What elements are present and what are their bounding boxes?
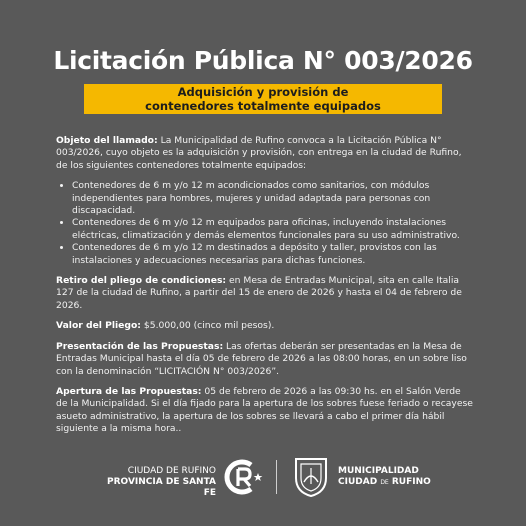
- city-name: CIUDAD DE RUFINO: [127, 466, 216, 476]
- municipality-title: MUNICIPALIDAD: [338, 466, 419, 476]
- city-word: CIUDAD: [338, 477, 381, 487]
- notice-body: [56, 135, 474, 444]
- city-caption: [96, 466, 216, 499]
- section-apertura-label: Apertura de las Propuestas:: [56, 385, 202, 397]
- section-presentacion-text: Las ofertas deberán ser presentadas en la Mesa de Entradas Municipal hasta el día 05 de febrero de 2026 a las 08:00 horas, en un sobre liso con la denominación “LICITACIÓN N° 003/2026”.: [56, 340, 467, 377]
- municipality-city: [338, 477, 448, 488]
- section-presentacion-label: Presentación de las Propuestas:: [56, 340, 224, 352]
- section-valor-text: $5.000,00 (cinco mil pesos).: [140, 320, 275, 332]
- container-list: [56, 180, 474, 267]
- section-retiro-label: Retiro del pliego de condiciones:: [56, 275, 227, 287]
- footer-divider: [276, 460, 277, 494]
- section-apertura: [56, 386, 474, 436]
- section-objeto: [56, 135, 474, 172]
- banner-line-2: contenedores totalmente equipados: [145, 99, 381, 113]
- page-title: Licitación Pública N° 003/2026: [53, 46, 473, 75]
- section-objeto-text: La Municipalidad de Rufino convoca a la Licitación Pública N° 003/2026, cuyo objeto es la adquisición y provisión, con entrega en la ciudad de Rufino, de los siguientes contenedores totalmente equipados:: [56, 135, 462, 171]
- section-retiro-text: en Mesa de Entradas Municipal, sita en calle Italia 127 de la ciudad de Rufino, a partir del 15 de enero de 2026 y hasta el 04 de febrero de 2026.: [56, 275, 462, 311]
- de-word: DE: [380, 479, 389, 486]
- footer: [0, 452, 526, 502]
- municipal-seal-icon: [292, 456, 330, 498]
- section-retiro: [56, 275, 474, 312]
- subtitle-banner: [84, 84, 442, 114]
- banner-line-1: Adquisición y provisión de: [177, 85, 349, 99]
- section-valor: [56, 320, 474, 332]
- section-presentacion: [56, 341, 474, 378]
- section-valor-label: Valor del Pliego:: [56, 320, 141, 332]
- section-objeto-label: Objeto del llamado:: [56, 135, 158, 146]
- rufino-logo-icon: [222, 456, 264, 498]
- list-item: • Contenedores de 6 m y/o 12 m equipados para oficinas, incluyendo instalaciones eléctricas, climatización y demás elementos funcionales para su uso administrativo.: [72, 217, 474, 242]
- list-item: • Contenedores de 6 m y/o 12 m destinados a depósito y taller, provistos con las instalaciones y adecuaciones necesarias para dichas funciones.: [72, 242, 474, 267]
- list-item: • Contenedores de 6 m y/o 12 m acondicionados como sanitarios, con módulos independientes para hombres, mujeres y unidad adaptada para personas con discapacidad.: [72, 180, 474, 217]
- rufino-word: RUFINO: [388, 477, 431, 487]
- municipality-caption: [338, 466, 448, 488]
- section-apertura-text: 05 de febrero de 2026 a las 09:30 hs. en el Salón Verde de la Municipalidad. Si el día fijado para la apertura de los sobres fuese feriado o recayese asueto administrativo, la apertura de los sobres se llevará a cabo el primer día hábil siguiente a la misma hora..: [56, 385, 473, 435]
- province-name: PROVINCIA DE SANTA FE: [107, 477, 216, 498]
